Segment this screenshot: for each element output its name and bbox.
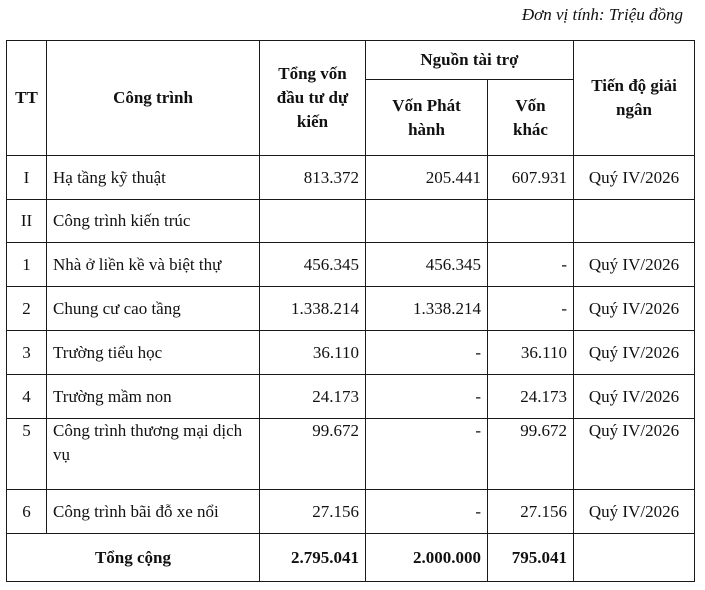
header-funding-sources: Nguồn tài trợ: [366, 41, 574, 80]
cell-disbursement-progress: Quý IV/2026: [574, 287, 695, 331]
cell-project-name: Hạ tầng kỹ thuật: [47, 156, 260, 200]
table-body: [7, 156, 695, 582]
cell-total-investment: 1.338.214: [260, 287, 366, 331]
header-disbursement-progress: Tiến độ giải ngân: [574, 41, 695, 156]
cell-project-name: Nhà ở liền kề và biệt thự: [47, 243, 260, 287]
header-issued-capital: Vốn Phát hành: [366, 80, 488, 156]
cell-issued-capital: [366, 200, 488, 243]
total-investment-sum: 2.795.041: [260, 534, 366, 582]
cell-issued-capital: 205.441: [366, 156, 488, 200]
header-project: Công trình: [47, 41, 260, 156]
cell-tt: 4: [7, 375, 47, 419]
table-row: [7, 490, 695, 534]
total-row: [7, 534, 695, 582]
cell-other-capital: 24.173: [488, 375, 574, 419]
cell-tt: I: [7, 156, 47, 200]
total-other-capital-sum: 795.041: [488, 534, 574, 582]
table-row: [7, 200, 695, 243]
cell-project-name: Trường tiểu học: [47, 331, 260, 375]
total-progress-cell: [574, 534, 695, 582]
cell-disbursement-progress: Quý IV/2026: [574, 490, 695, 534]
table-row: [7, 243, 695, 287]
cell-disbursement-progress: [574, 200, 695, 243]
cell-disbursement-progress: Quý IV/2026: [574, 331, 695, 375]
cell-project-name: Công trình thương mại dịch vụ: [47, 419, 260, 490]
cell-other-capital: -: [488, 287, 574, 331]
table-row: [7, 375, 695, 419]
cell-issued-capital: 456.345: [366, 243, 488, 287]
total-label: Tổng cộng: [7, 534, 260, 582]
header-other-capital: Vốn khác: [488, 80, 574, 156]
cell-project-name: Trường mầm non: [47, 375, 260, 419]
cell-project-name: Công trình kiến trúc: [47, 200, 260, 243]
cell-other-capital: [488, 200, 574, 243]
cell-tt: 1: [7, 243, 47, 287]
table-row: [7, 156, 695, 200]
cell-total-investment: 99.672: [260, 419, 366, 490]
cell-disbursement-progress: Quý IV/2026: [574, 156, 695, 200]
cell-issued-capital: -: [366, 419, 488, 490]
cell-tt: 6: [7, 490, 47, 534]
cell-issued-capital: -: [366, 490, 488, 534]
cell-total-investment: 36.110: [260, 331, 366, 375]
table-row: [7, 419, 695, 490]
cell-disbursement-progress: Quý IV/2026: [574, 243, 695, 287]
cell-total-investment: 27.156: [260, 490, 366, 534]
cell-tt: 5: [7, 419, 47, 490]
cell-issued-capital: 1.338.214: [366, 287, 488, 331]
table-row: [7, 287, 695, 331]
cell-total-investment: 813.372: [260, 156, 366, 200]
total-issued-capital-sum: 2.000.000: [366, 534, 488, 582]
cell-disbursement-progress: Quý IV/2026: [574, 375, 695, 419]
cell-disbursement-progress: Quý IV/2026: [574, 419, 695, 490]
cell-other-capital: 607.931: [488, 156, 574, 200]
cell-total-investment: 24.173: [260, 375, 366, 419]
investment-table: [6, 40, 695, 582]
cell-tt: 2: [7, 287, 47, 331]
cell-issued-capital: -: [366, 331, 488, 375]
header-total-investment: Tổng vốn đầu tư dự kiến: [260, 41, 366, 156]
cell-other-capital: 27.156: [488, 490, 574, 534]
cell-total-investment: 456.345: [260, 243, 366, 287]
table-row: [7, 331, 695, 375]
unit-note: Đơn vị tính: Triệu đồng: [521, 5, 683, 24]
cell-tt: 3: [7, 331, 47, 375]
cell-project-name: Chung cư cao tầng: [47, 287, 260, 331]
cell-tt: II: [7, 200, 47, 243]
cell-total-investment: [260, 200, 366, 243]
cell-other-capital: 99.672: [488, 419, 574, 490]
cell-other-capital: -: [488, 243, 574, 287]
cell-issued-capital: -: [366, 375, 488, 419]
cell-project-name: Công trình bãi đỗ xe nổi: [47, 490, 260, 534]
cell-other-capital: 36.110: [488, 331, 574, 375]
header-tt: TT: [7, 41, 47, 156]
